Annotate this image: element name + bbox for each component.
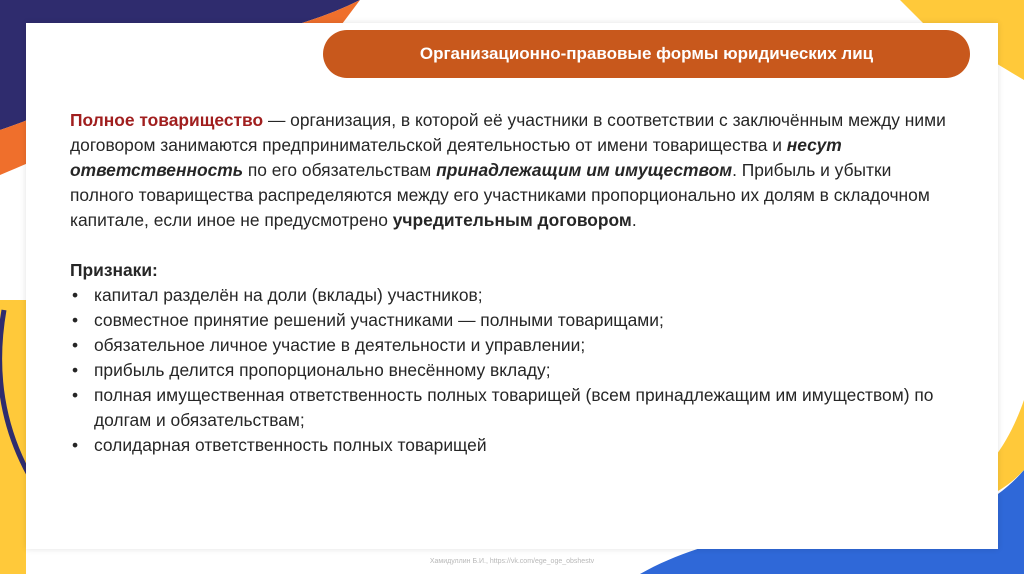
definition-paragraph	[70, 108, 955, 233]
definition-term: Полное товарищество	[70, 110, 264, 130]
definition-text-4: .	[631, 210, 637, 230]
list-item: • капитал разделён на доли (вклады) участников;	[70, 283, 955, 308]
footer-credit: Хамидуллин Б.И., https://vk.com/ege_oge_obshestv	[429, 558, 595, 565]
definition-emphasis-1: несут ответственность	[70, 135, 842, 180]
slide-title: Организационно-правовые формы юридических лиц	[419, 44, 874, 63]
definition-emphasis-3: учредительным договором	[392, 210, 632, 230]
list-item: • обязательное личное участие в деятельности и управлении;	[70, 333, 955, 358]
definition-text-2: по его обязательствам	[243, 160, 437, 180]
list-item: • полная имущественная ответственность полных товарищей (всем принадлежащим им имуществом) по долгам и обязательствам;	[70, 383, 955, 433]
list-item: • солидарная ответственность полных товарищей	[70, 433, 955, 458]
slide-content	[70, 108, 955, 458]
definition-emphasis-2: принадлежащим им имуществом	[436, 160, 733, 180]
definition-text-1: — организация, в которой её участники в соответствии с заключённым между ними договором занимаются предпринимательской деятельностью от имени товарищества и	[70, 110, 946, 155]
slide-title-bar	[323, 30, 970, 78]
list-item: • совместное принятие решений участниками — полными товарищами;	[70, 308, 955, 333]
features-list	[70, 283, 955, 458]
list-item: • прибыль делится пропорционально внесённому вкладу;	[70, 358, 955, 383]
definition-text-3: . Прибыль и убытки полного товарищества распределяются между его участниками пропорционально их долям в складочном капитале, если иное не предусмотрено	[70, 160, 930, 230]
features-heading: Признаки:	[70, 260, 158, 280]
